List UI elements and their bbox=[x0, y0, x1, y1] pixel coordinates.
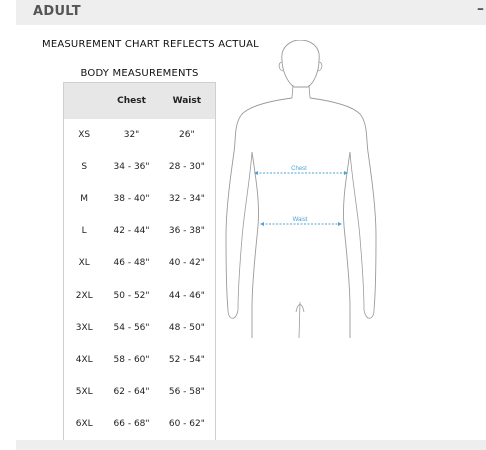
waist-arrow-right bbox=[338, 222, 342, 226]
table-row bbox=[64, 247, 216, 279]
cell-chest: 34 - 36" bbox=[113, 161, 150, 172]
cell-waist: 48 - 50" bbox=[168, 322, 205, 333]
header-chest: Chest bbox=[117, 95, 146, 106]
header-size bbox=[64, 83, 105, 119]
neck-left bbox=[292, 85, 293, 98]
table-row bbox=[64, 312, 216, 344]
cell-waist: 40 - 42" bbox=[168, 258, 205, 269]
cell-size: 5XL bbox=[75, 387, 93, 398]
cell-chest: 38 - 40" bbox=[113, 193, 150, 204]
table-row bbox=[64, 215, 216, 247]
neck-right bbox=[309, 85, 310, 98]
cell-waist: 32 - 34" bbox=[168, 193, 205, 204]
cell-chest: 50 - 52" bbox=[113, 290, 150, 301]
cell-chest: 58 - 60" bbox=[113, 354, 150, 365]
table-row bbox=[64, 376, 216, 408]
torso-right bbox=[343, 152, 350, 338]
cell-size: S bbox=[81, 161, 88, 172]
header-waist: Waist bbox=[172, 95, 202, 106]
cell-size: 6XL bbox=[75, 419, 93, 430]
cell-chest: 54 - 56" bbox=[113, 322, 150, 333]
cell-size: 2XL bbox=[75, 290, 93, 301]
cell-size: 3XL bbox=[75, 322, 93, 333]
table-row bbox=[64, 119, 216, 151]
table-body bbox=[64, 119, 216, 441]
table-row bbox=[64, 408, 216, 440]
cell-chest: 66 - 68" bbox=[113, 419, 150, 430]
table-row bbox=[64, 344, 216, 376]
cell-waist: 56 - 58" bbox=[168, 387, 205, 398]
cell-size: XL bbox=[78, 258, 90, 269]
chest-label: Chest bbox=[291, 166, 307, 172]
right-hand bbox=[364, 310, 374, 318]
table-title: BODY MEASUREMENTS bbox=[80, 68, 199, 79]
right-arm-inner bbox=[350, 152, 364, 310]
table-header-row bbox=[64, 83, 216, 119]
cell-waist: 28 - 30" bbox=[168, 161, 205, 172]
left-arm-inner bbox=[238, 152, 252, 310]
cell-chest: 32" bbox=[123, 129, 140, 140]
cell-waist: 60 - 62" bbox=[168, 419, 205, 430]
cell-waist: 26" bbox=[179, 129, 195, 140]
cell-size: 4XL bbox=[75, 354, 93, 365]
footer-bar bbox=[16, 440, 486, 450]
cell-chest: 46 - 48" bbox=[113, 258, 150, 269]
head-outline bbox=[282, 40, 319, 87]
section-header[interactable] bbox=[16, 0, 486, 25]
table-row bbox=[64, 279, 216, 311]
waist-label: Waist bbox=[292, 217, 308, 223]
section-title: ADULT bbox=[33, 4, 81, 19]
body-measurements-table bbox=[63, 82, 216, 441]
collapse-icon[interactable]: – bbox=[477, 1, 484, 17]
body-outline-illustration bbox=[222, 40, 384, 340]
cell-waist: 36 - 38" bbox=[168, 226, 205, 237]
cell-size: L bbox=[81, 226, 87, 237]
left-hand bbox=[228, 310, 238, 318]
cell-chest: 42 - 44" bbox=[113, 226, 150, 237]
left-arm-outer bbox=[226, 98, 292, 310]
chart-caption: MEASUREMENT CHART REFLECTS ACTUAL bbox=[42, 39, 259, 50]
table-row bbox=[64, 183, 216, 215]
table-row bbox=[64, 151, 216, 183]
right-arm-outer bbox=[310, 98, 376, 310]
crotch-line bbox=[299, 302, 300, 338]
cell-size: M bbox=[80, 193, 89, 204]
cell-waist: 44 - 46" bbox=[168, 290, 205, 301]
torso-left bbox=[252, 152, 259, 338]
body-figure bbox=[222, 40, 384, 340]
waist-arrow-left bbox=[260, 222, 264, 226]
cell-waist: 52 - 54" bbox=[168, 354, 205, 365]
cell-chest: 62 - 64" bbox=[113, 387, 150, 398]
cell-size: XS bbox=[78, 129, 91, 140]
